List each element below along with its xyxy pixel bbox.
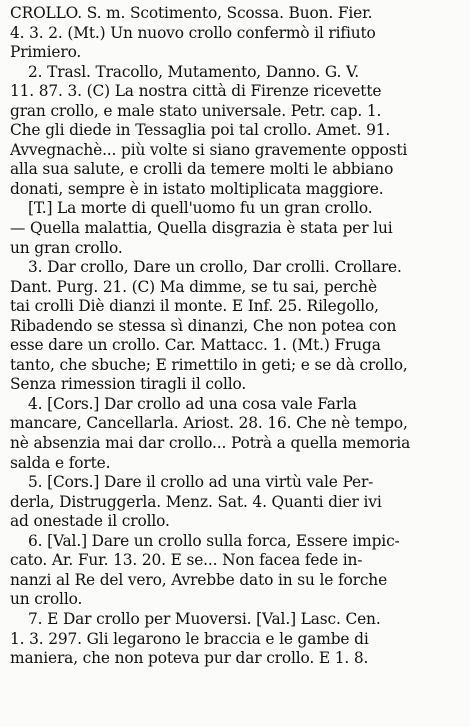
- entry-text-line: tanto, che sbuche; E rimettilo in geti; e se dà crollo,: [10, 355, 408, 374]
- entry-text-line: [T.] La morte di quell'uomo fu un gran crollo.: [28, 199, 373, 218]
- entry-text-line: alla sua salute, e crolli da temere molti le abbiano: [10, 160, 394, 179]
- entry-text-line: 7. E Dar crollo per Muoversi. [Val.] Lasc. Cen.: [28, 609, 381, 628]
- entry-text-line: Primiero.: [10, 43, 82, 62]
- entry-text-line: 2. Trasl. Tracollo, Mutamento, Danno. G. V.: [28, 62, 359, 81]
- entry-text-line: Senza rimession tiragli il collo.: [10, 375, 247, 394]
- entry-text-line: 5. [Cors.] Dare il crollo ad una virtù vale Per-: [28, 473, 374, 492]
- entry-text-line: 4. [Cors.] Dar crollo ad una cosa vale Farla: [28, 394, 357, 413]
- entry-text-line: un crollo.: [10, 590, 83, 609]
- entry-text-line: salda e forte.: [10, 453, 111, 472]
- entry-text-line: Che gli diede in Tessaglia poi tal crollo. Amet. 91.: [10, 121, 391, 140]
- entry-text-line: ad onestade il crollo.: [10, 512, 170, 531]
- entry-text-line: nè absenzia mai dar crollo... Potrà a quella memoria: [10, 434, 411, 453]
- entry-text-line: Avvegnachè... più volte si siano gravemente opposti: [10, 140, 408, 159]
- entry-text-line: derla, Distruggerla. Menz. Sat. 4. Quanti dier ivi: [10, 492, 382, 511]
- entry-text-line: nanzi al Re del vero, Avrebbe dato in su le forche: [10, 570, 388, 589]
- entry-text-line: 1. 3. 297. Gli legarono le braccia e le gambe di: [10, 629, 369, 648]
- entry-text-line: 11. 87. 3. (C) La nostra città di Firenze ricevette: [10, 82, 382, 101]
- entry-text-line: Ribadendo se stessa sì dinanzi, Che non potea con: [10, 316, 397, 335]
- entry-text-line: mancare, Cancellarla. Ariost. 28. 16. Che nè tempo,: [10, 414, 408, 433]
- entry-text-line: donati, sempre è in istato moltiplicata maggiore.: [10, 179, 384, 198]
- entry-text-line: cato. Ar. Fur. 13. 20. E se... Non facea fede in-: [10, 551, 363, 570]
- entry-text-line: tai crolli Diè dianzi il monte. E Inf. 25. Rilegollo,: [10, 297, 379, 316]
- dictionary-entry-crollo: [10, 4, 462, 669]
- entry-text-line: maniera, che non poteva pur dar crollo. E 1. 8.: [10, 649, 369, 668]
- entry-text-line: Dant. Purg. 21. (C) Ma dimme, se tu sai, perchè: [10, 277, 377, 296]
- entry-text-line: — Quella malattia, Quella disgrazia è stata per lui: [10, 219, 393, 238]
- entry-text-line: 3. Dar crollo, Dare un crollo, Dar crolli. Crollare.: [28, 258, 402, 277]
- entry-text-line: 4. 3. 2. (Mt.) Un nuovo crollo confermò il rifiuto: [10, 23, 376, 42]
- entry-text-line: un gran crollo.: [10, 238, 123, 257]
- entry-text-line: CROLLO. S. m. Scotimento, Scossa. Buon. Fier.: [10, 4, 373, 22]
- entry-text-line: gran crollo, e male stato universale. Petr. cap. 1.: [10, 101, 382, 120]
- entry-text-line: 6. [Val.] Dare un crollo sulla forca, Essere impic-: [28, 531, 400, 550]
- entry-text-line: esse dare un crollo. Car. Mattacc. 1. (Mt.) Fruga: [10, 336, 381, 355]
